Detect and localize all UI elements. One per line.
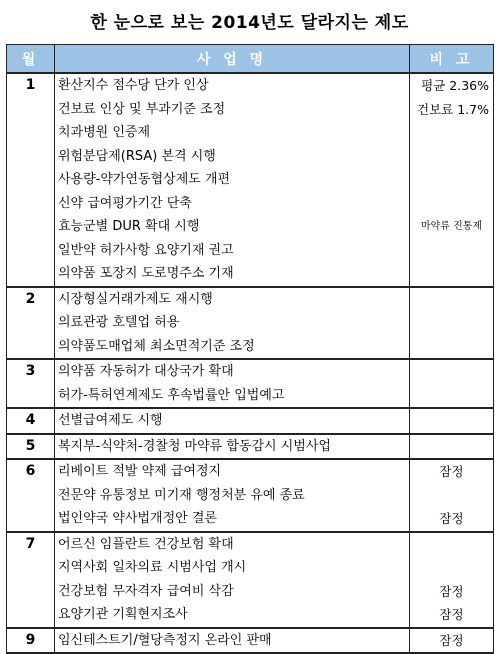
business-item: 시장형실거래가제도 재시행: [58, 291, 213, 307]
business-cell: [55, 287, 410, 360]
page-title: 한 눈으로 보는 2014년도 달라지는 제도: [90, 13, 409, 33]
business-item: 사용량-약가연동협상제도 개편: [58, 172, 231, 187]
business-item: 의약품 포장지 도로명주소 기재: [58, 266, 234, 281]
table-row: [7, 532, 494, 628]
business-item: 의료관광 호텔업 허용: [58, 315, 180, 330]
note-item: [410, 409, 493, 433]
policy-table: [6, 44, 494, 654]
business-item: 건강보험 무자격자 급여비 삭감: [58, 583, 234, 599]
table-row: [7, 459, 494, 532]
note-cell: [410, 628, 494, 654]
month-cell: 3: [7, 359, 55, 408]
business-item: 어르신 임플란트 건강보험 확대: [58, 536, 234, 552]
business-item: 법인약국 약사법개정안 결론: [58, 511, 217, 526]
business-item: 일반약 허가사항 요양기재 권고: [58, 242, 234, 258]
business-item: 임신테스트기/혈당측정지 온라인 판매: [58, 632, 272, 648]
note-item: [410, 262, 493, 286]
business-item: 효능군별 DUR 확대 시행: [58, 219, 200, 234]
note-cell: [410, 459, 494, 532]
header-note: 비 고: [410, 45, 494, 74]
note-item: 잠정: [439, 464, 464, 479]
business-item: 의약품 자동허가 대상국가 확대: [58, 364, 234, 379]
note-cell: [410, 359, 494, 408]
header-business: 사 업 명: [55, 45, 410, 74]
business-item: 복지부-식약처-경찰청 마약류 합동감시 시범사업: [58, 438, 331, 454]
business-cell: [55, 459, 410, 532]
business-item: 신약 급여평가기간 단축: [58, 195, 192, 211]
note-item: [410, 145, 493, 169]
business-item: 건보료 인상 및 부과기준 조정: [58, 101, 226, 117]
table-row: [7, 628, 494, 654]
note-item: [410, 533, 493, 557]
business-item: 요양기관 기획현지조사: [58, 607, 188, 622]
table-body: [7, 73, 494, 653]
business-cell: [55, 359, 410, 408]
note-cell: [410, 73, 494, 287]
business-item: 의약품도매업체 최소면적기준 조정: [58, 338, 255, 354]
note-item: [410, 288, 493, 312]
note-cell: [410, 532, 494, 628]
note-item: [410, 556, 493, 580]
business-item: 허가-특허연계제도 후속법률안 입법예고: [58, 387, 285, 403]
business-item: 위험분담제(RSA) 본격 시행: [58, 148, 216, 164]
business-cell: [55, 408, 410, 434]
month-cell: 5: [7, 434, 55, 460]
business-cell: [55, 434, 410, 460]
note-item: [410, 192, 493, 216]
note-item: [410, 435, 493, 459]
note-item: 건보료 1.7%: [417, 101, 489, 117]
table-row: [7, 359, 494, 408]
note-item: [410, 384, 493, 408]
month-cell: 9: [7, 628, 55, 654]
business-cell: [55, 73, 410, 287]
note-item: [410, 335, 493, 359]
business-item: 환산지수 점수당 단가 인상: [58, 78, 209, 93]
business-cell: [55, 532, 410, 628]
note-item: 마약류 진통제: [420, 221, 483, 232]
note-item: [410, 484, 493, 508]
table-row: [7, 434, 494, 460]
note-item: 잠정: [439, 607, 464, 622]
business-item: 치과병원 인증제: [58, 125, 151, 140]
table-row: [7, 73, 494, 287]
business-item: 지역사회 일차의료 시범사업 개시: [58, 560, 247, 575]
business-item: 전문약 유통정보 미기재 행정처분 유예 종료: [58, 487, 305, 503]
note-item: [410, 360, 493, 384]
note-item: 잠정: [439, 632, 464, 648]
note-item: 잠정: [439, 583, 464, 599]
note-item: [410, 239, 493, 263]
note-cell: [410, 287, 494, 360]
table-header-row: [7, 45, 494, 74]
note-cell: [410, 434, 494, 460]
month-cell: 4: [7, 408, 55, 434]
note-item: 평균 2.36%: [421, 78, 489, 93]
header-month: 월: [7, 45, 55, 74]
business-item: 리베이트 적발 약제 급여정지: [58, 464, 222, 479]
month-cell: 7: [7, 532, 55, 628]
note-item: [410, 168, 493, 192]
month-cell: 2: [7, 287, 55, 360]
business-item: 선별급여제도 시행: [58, 413, 163, 428]
month-cell: 6: [7, 459, 55, 532]
note-item: 잠정: [439, 511, 464, 526]
note-item: [410, 311, 493, 335]
business-cell: [55, 628, 410, 654]
note-cell: [410, 408, 494, 434]
month-cell: 1: [7, 73, 55, 287]
table-row: [7, 287, 494, 360]
note-item: [410, 121, 493, 145]
table-row: [7, 408, 494, 434]
